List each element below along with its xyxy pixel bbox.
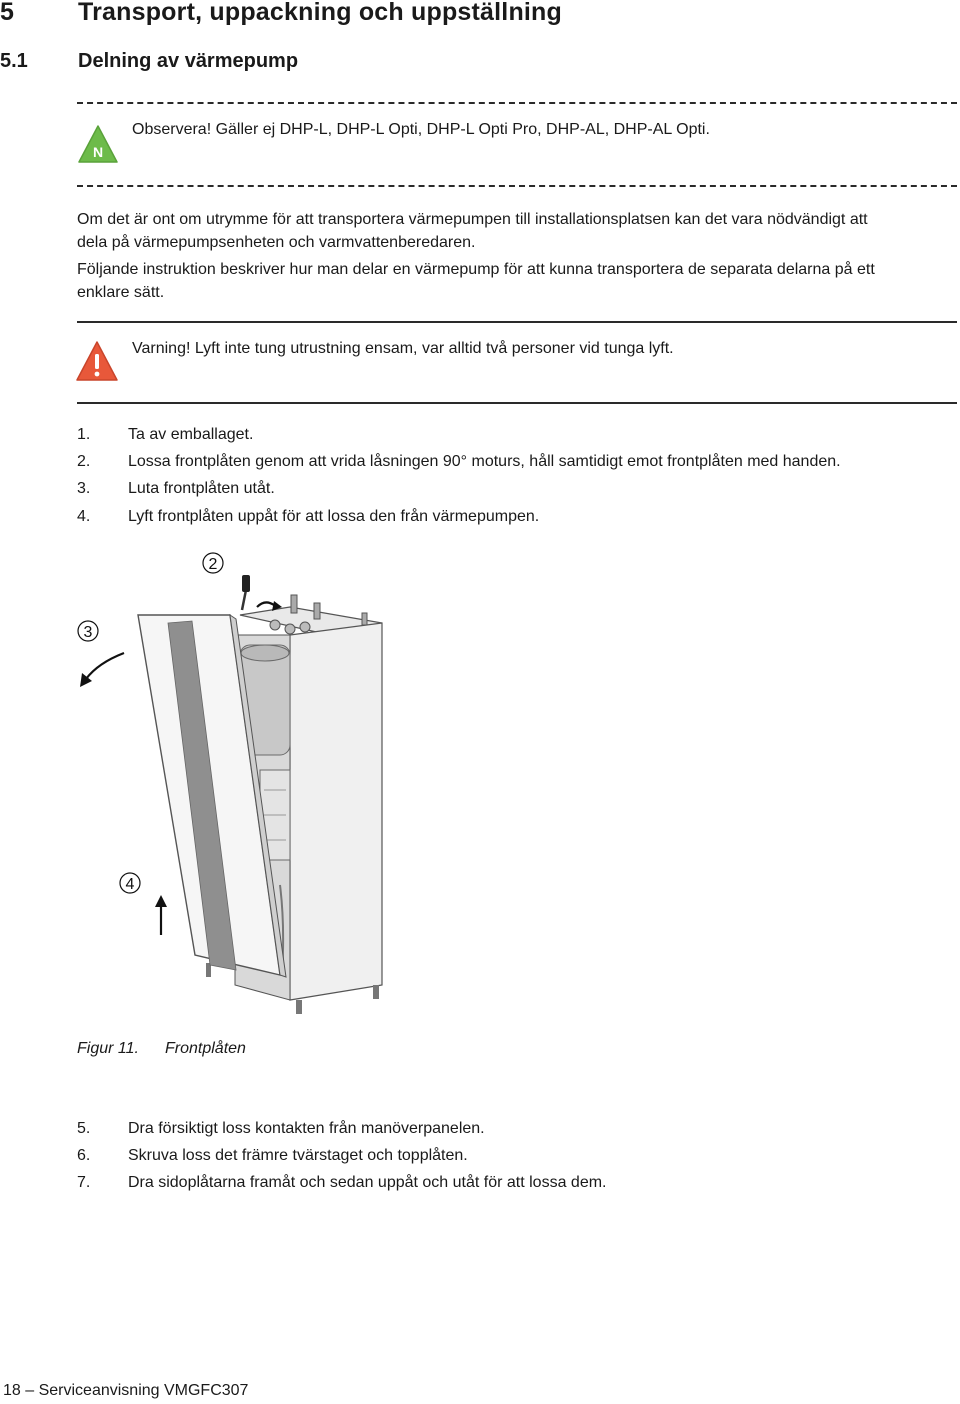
step-text: Lyft frontplåten uppåt för att lossa den från värmepumpen. xyxy=(128,508,540,525)
step-text: Dra sidoplåtarna framåt och sedan uppåt och utåt för att lossa dem. xyxy=(128,1174,607,1191)
intro-paragraph xyxy=(77,208,957,254)
svg-text:3: 3 xyxy=(83,624,93,641)
step-number: 4. xyxy=(77,508,91,525)
note-n-icon xyxy=(77,124,119,164)
step-number: 6. xyxy=(77,1147,91,1164)
step-number: 2. xyxy=(77,453,91,470)
cabinet-side xyxy=(290,623,382,1000)
page-footer: 18 – Serviceanvisning VMGFC307 xyxy=(3,1382,249,1399)
subsection-title: Delning av värmepump xyxy=(78,50,299,72)
screwdriver-icon xyxy=(242,590,246,610)
instruction-paragraph xyxy=(77,258,957,304)
step-number: 5. xyxy=(77,1120,91,1137)
rotate-arrow-icon xyxy=(257,602,274,607)
warning-bottom-divider xyxy=(77,402,957,404)
note-text: Observera! Gäller ej DHP-L, DHP-L Opti, DHP-L Opti Pro, DHP-AL, DHP-AL Opti. xyxy=(132,121,710,138)
section-title: Transport, uppackning och uppställning xyxy=(78,0,563,26)
paragraph-line: Om det är ont om utrymme för att transportera värmepumpen till installationsplatsen kan det vara nödvändigt att xyxy=(77,211,868,228)
step-text: Dra försiktigt loss kontakten från manöverpanelen. xyxy=(128,1120,485,1137)
heat-pump-illustration xyxy=(60,545,400,1035)
step-number: 3. xyxy=(77,480,91,497)
figure-label: Figur 11. xyxy=(77,1040,139,1057)
note-bottom-divider xyxy=(77,185,957,187)
paragraph-line: dela på värmepumpsenheten och varmvattenberedaren. xyxy=(77,234,476,251)
svg-text:N: N xyxy=(92,144,104,160)
svg-text:2: 2 xyxy=(208,556,218,573)
tilt-arrow-icon xyxy=(86,653,124,679)
paragraph-line: enklare sätt. xyxy=(77,284,165,301)
step-text: Lossa frontplåten genom att vrida låsningen 90° moturs, håll samtidigt emot frontplåten med handen. xyxy=(128,453,841,470)
svg-text:4: 4 xyxy=(125,876,135,893)
step-text: Luta frontplåten utåt. xyxy=(128,480,275,497)
figure-title: Frontplåten xyxy=(165,1040,246,1057)
warning-top-divider xyxy=(77,321,957,323)
step-text: Skruva loss det främre tvärstaget och topplåten. xyxy=(128,1147,468,1164)
note-top-divider xyxy=(77,102,957,104)
paragraph-line: Följande instruktion beskriver hur man delar en värmepump för att kunna transportera de separata delarna på ett xyxy=(77,261,875,278)
warning-triangle-icon xyxy=(75,340,119,382)
section-number: 5 xyxy=(0,0,15,26)
step-text: Ta av emballaget. xyxy=(128,426,254,443)
subsection-number: 5.1 xyxy=(0,50,28,72)
step-number: 7. xyxy=(77,1174,91,1191)
warning-text: Varning! Lyft inte tung utrustning ensam, var alltid två personer vid tunga lyft. xyxy=(132,340,674,357)
step-number: 1. xyxy=(77,426,91,443)
